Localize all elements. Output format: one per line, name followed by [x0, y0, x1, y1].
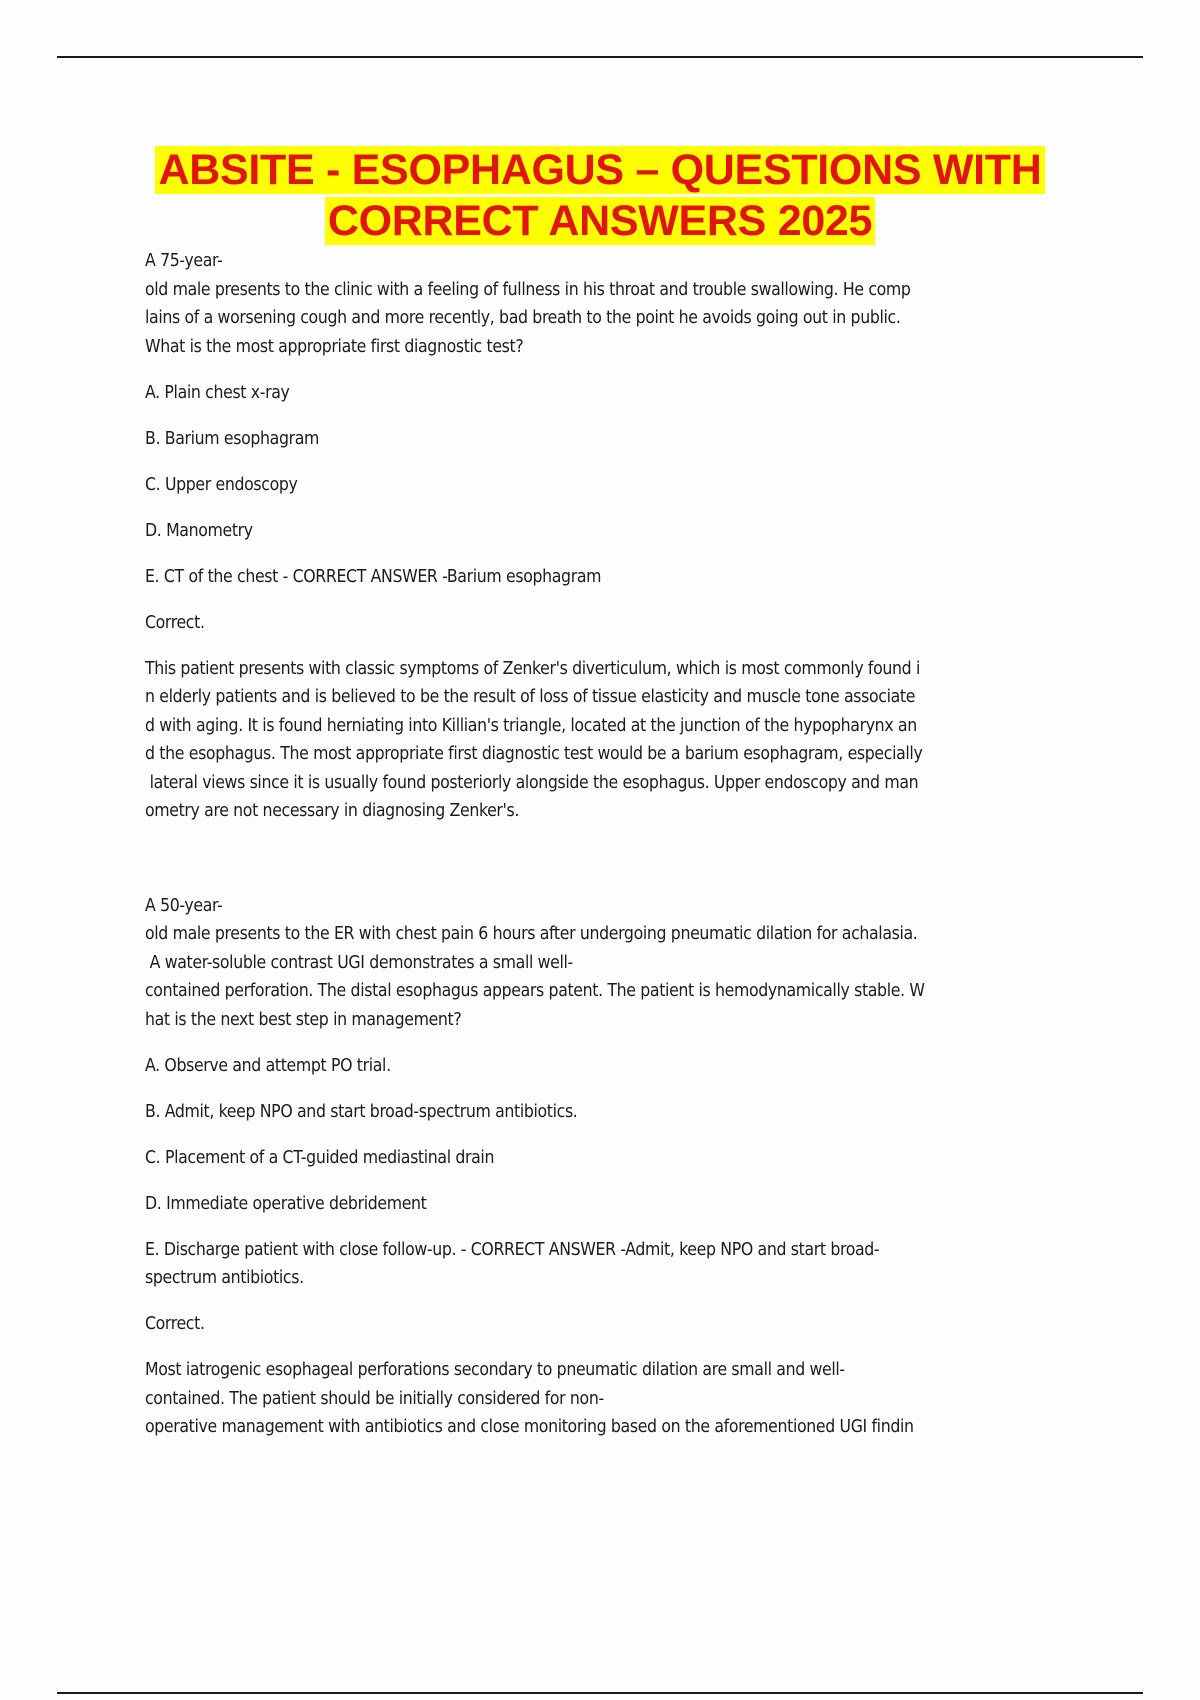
explanation-line: lateral views since it is usually found posteriorly alongside the esophagus. Upper endoscopy and man: [145, 772, 919, 793]
stem-line: A water-soluble contrast UGI demonstrates a small well-: [145, 952, 573, 973]
document-title: [0, 145, 1200, 247]
option-line: spectrum antibiotics.: [145, 1268, 304, 1288]
document-body: [145, 247, 1090, 1442]
question-2: [145, 892, 1090, 1442]
explanation: [145, 655, 1090, 826]
footer-rule: [57, 1692, 1143, 1694]
answer-option-c: C. Placement of a CT-guided mediastinal drain: [145, 1147, 495, 1168]
answer-option-a: A. Observe and attempt PO trial.: [145, 1055, 391, 1076]
verdict: Correct.: [145, 612, 205, 633]
stem-line: old male presents to the ER with chest pain 6 hours after undergoing pneumatic dilation for achalasia.: [145, 924, 918, 944]
stem-line: lains of a worsening cough and more recently, bad breath to the point he avoids going out in public.: [145, 308, 901, 328]
explanation-line: n elderly patients and is believed to be the result of loss of tissue elasticity and muscle tone associate: [145, 687, 916, 707]
explanation-line: ometry are not necessary in diagnosing Zenker's.: [145, 801, 520, 821]
explanation-line: operative management with antibiotics and close monitoring based on the aforementioned UGI findin: [145, 1417, 914, 1437]
title-line-2: CORRECT ANSWERS 2025: [325, 197, 875, 245]
explanation-line: d with aging. It is found herniating into Killian's triangle, located at the junction of the hypopharynx an: [145, 715, 917, 736]
stem-line: A 75-year-: [145, 251, 223, 271]
explanation-line: This patient presents with classic symptoms of Zenker's diverticulum, which is most commonly found i: [145, 658, 920, 679]
stem-line: A 50-year-: [145, 895, 223, 916]
title-line-1: ABSITE - ESOPHAGUS – QUESTIONS WITH: [155, 146, 1044, 194]
question-1: [145, 247, 1090, 826]
answer-option-b: B. Barium esophagram: [145, 428, 320, 449]
verdict: Correct.: [145, 1314, 205, 1334]
explanation-line: d the esophagus. The most appropriate first diagnostic test would be a barium esophagram, especially: [145, 744, 923, 764]
answer-option-c: C. Upper endoscopy: [145, 474, 298, 495]
option-line: E. Discharge patient with close follow-up. - CORRECT ANSWER -Admit, keep NPO and start broad-: [145, 1239, 880, 1260]
answer-option-e: [145, 1236, 1090, 1293]
answer-option-a: A. Plain chest x-ray: [145, 382, 290, 403]
stem-line: What is the most appropriate first diagnostic test?: [145, 336, 524, 357]
answer-option-d: D. Immediate operative debridement: [145, 1193, 427, 1214]
question-stem: [145, 247, 1090, 361]
answer-option-e: E. CT of the chest - CORRECT ANSWER -Barium esophagram: [145, 566, 602, 587]
stem-line: hat is the next best step in management?: [145, 1009, 462, 1030]
answer-option-d: D. Manometry: [145, 520, 253, 541]
explanation: [145, 1356, 1090, 1442]
question-stem: [145, 892, 1090, 1035]
stem-line: old male presents to the clinic with a feeling of fullness in his throat and trouble swallowing. He comp: [145, 279, 911, 300]
explanation-line: contained. The patient should be initially considered for non-: [145, 1388, 604, 1409]
stem-line: contained perforation. The distal esophagus appears patent. The patient is hemodynamically stable. W: [145, 981, 925, 1001]
header-rule: [57, 56, 1143, 58]
explanation-line: Most iatrogenic esophageal perforations secondary to pneumatic dilation are small and well-: [145, 1360, 845, 1380]
answer-option-b: B. Admit, keep NPO and start broad-spectrum antibiotics.: [145, 1101, 578, 1122]
